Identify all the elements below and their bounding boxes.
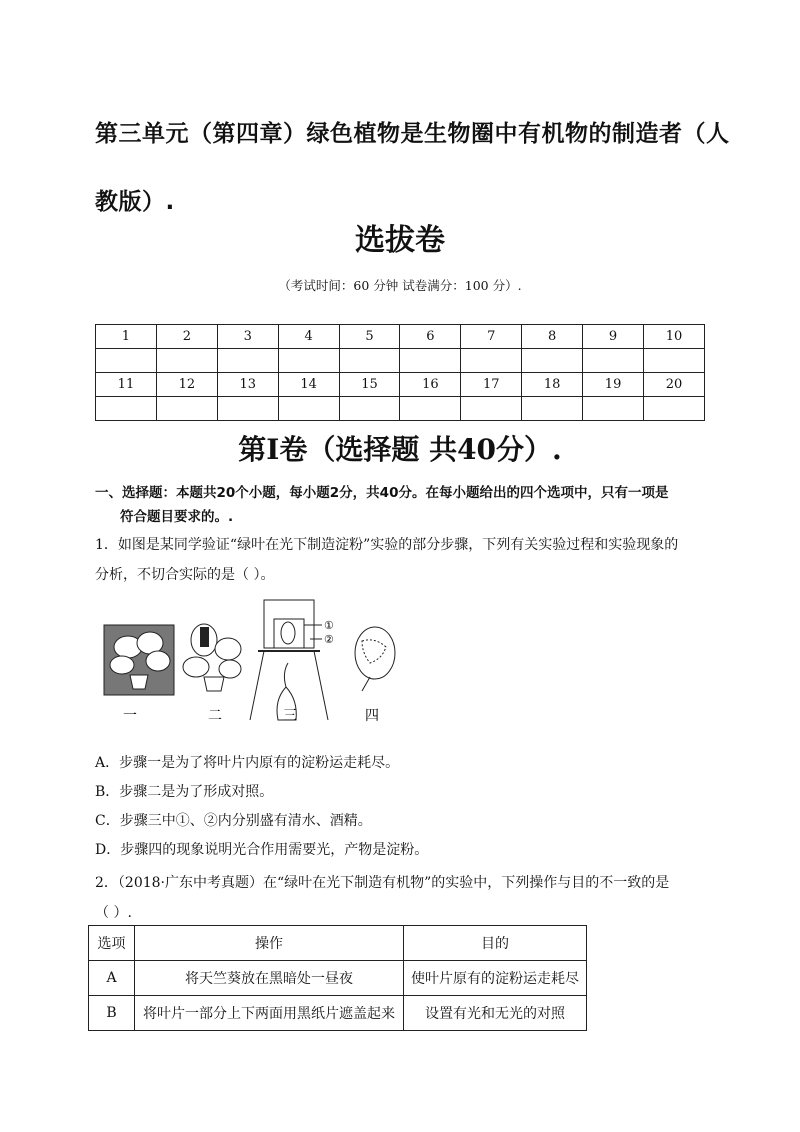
question-text-line: 1．如图是某同学验证“绿叶在光下制造淀粉”实验的部分步骤，下列有关实验过程和实验现象的	[95, 537, 679, 553]
option-a: A．步骤一是为了将叶片内原有的淀粉运走耗尽。	[95, 755, 400, 771]
table-cell: 设置有光和无光的对照	[404, 996, 587, 1031]
figure-label: 四	[365, 708, 379, 724]
answer-cell[interactable]	[644, 349, 705, 373]
answer-cell[interactable]	[339, 397, 400, 421]
grid-number: 12	[156, 373, 217, 397]
table-header: 操作	[135, 926, 404, 961]
section-instructions	[95, 481, 715, 529]
answer-cell[interactable]	[583, 349, 644, 373]
answer-grid-blank-row	[96, 397, 705, 421]
step-one-plant-in-dark	[104, 625, 174, 695]
step-three-water-bath	[250, 600, 328, 720]
figure-label: 三	[283, 708, 297, 724]
answer-cell[interactable]	[400, 349, 461, 373]
answer-cell[interactable]	[583, 397, 644, 421]
marker-one: ①	[324, 619, 334, 632]
marker-two: ②	[324, 633, 334, 646]
grid-number: 13	[217, 373, 278, 397]
grid-number: 20	[644, 373, 705, 397]
document-subtitle: 选拔卷	[355, 223, 445, 258]
table-cell: B	[89, 996, 135, 1031]
answer-cell[interactable]	[156, 397, 217, 421]
grid-number: 18	[522, 373, 583, 397]
grid-number: 17	[461, 373, 522, 397]
grid-number: 4	[278, 325, 339, 349]
table-header: 目的	[404, 926, 587, 961]
grid-number: 9	[583, 325, 644, 349]
answer-cell[interactable]	[217, 349, 278, 373]
question-text-line: （ ）.	[95, 905, 132, 921]
option-c: C．步骤三中①、②内分别盛有清水、酒精。	[95, 813, 372, 829]
answer-cell[interactable]	[461, 397, 522, 421]
option-b: B．步骤二是为了形成对照。	[95, 784, 274, 800]
instruction-line: 符合题目要求的。.	[120, 509, 234, 525]
answer-cell[interactable]	[461, 349, 522, 373]
answer-grid-blank-row	[96, 349, 705, 373]
table-row	[89, 996, 587, 1031]
table-cell: 使叶片原有的淀粉运走耗尽	[404, 961, 587, 996]
grid-number: 7	[461, 325, 522, 349]
grid-number: 15	[339, 373, 400, 397]
figure-label: 二	[208, 708, 222, 724]
answer-cell[interactable]	[96, 397, 157, 421]
grid-number: 8	[522, 325, 583, 349]
grid-number: 6	[400, 325, 461, 349]
grid-number: 14	[278, 373, 339, 397]
answer-cell[interactable]	[522, 397, 583, 421]
grid-number: 3	[217, 325, 278, 349]
answer-cell[interactable]	[96, 349, 157, 373]
table-cell: 将天竺葵放在黑暗处一昼夜	[135, 961, 404, 996]
table-cell: 将叶片一部分上下两面用黑纸片遮盖起来	[135, 996, 404, 1031]
grid-number: 16	[400, 373, 461, 397]
instruction-line: 一、选择题：本题共20个小题，每小题2分，共40分。在每小题给出的四个选项中，只有一项是	[95, 485, 669, 501]
question-1-stem	[95, 530, 715, 590]
table-row	[89, 961, 587, 996]
step-two-covered-leaf	[183, 624, 241, 691]
question-text-line: 2．（2018·广东中考真题）在“绿叶在光下制造有机物”的实验中，下列操作与目的不一致的是	[95, 875, 670, 891]
question-text-line: 分析，不切合实际的是（ ）。	[95, 567, 275, 583]
answer-cell[interactable]	[400, 397, 461, 421]
answer-cell[interactable]	[522, 349, 583, 373]
grid-number: 10	[644, 325, 705, 349]
grid-number: 5	[339, 325, 400, 349]
experiment-steps-figure	[100, 595, 400, 735]
answer-cell[interactable]	[339, 349, 400, 373]
answer-cell[interactable]	[217, 397, 278, 421]
answer-grid	[95, 324, 705, 421]
table-cell: A	[89, 961, 135, 996]
option-d: D．步骤四的现象说明光合作用需要光，产物是淀粉。	[95, 842, 429, 858]
operations-table	[88, 925, 587, 1031]
exam-info: （考试时间：60 分钟 试卷满分：100 分）.	[278, 278, 522, 293]
answer-cell[interactable]	[156, 349, 217, 373]
question-2-stem	[95, 868, 715, 928]
grid-number: 1	[96, 325, 157, 349]
table-header-row	[89, 926, 587, 961]
grid-number: 19	[583, 373, 644, 397]
section-title: 第Ⅰ卷（选择题 共40分）.	[238, 433, 562, 466]
answer-grid-header-row	[96, 373, 705, 397]
answer-cell[interactable]	[278, 397, 339, 421]
grid-number: 11	[96, 373, 157, 397]
figure-label: 一	[123, 708, 137, 724]
grid-number: 2	[156, 325, 217, 349]
answer-cell[interactable]	[278, 349, 339, 373]
document-title: 第三单元（第四章）绿色植物是生物圈中有机物的制造者（人教版）.	[95, 121, 730, 215]
answer-grid-header-row	[96, 325, 705, 349]
step-four-stained-leaf	[355, 627, 395, 691]
answer-cell[interactable]	[644, 397, 705, 421]
table-header: 选项	[89, 926, 135, 961]
